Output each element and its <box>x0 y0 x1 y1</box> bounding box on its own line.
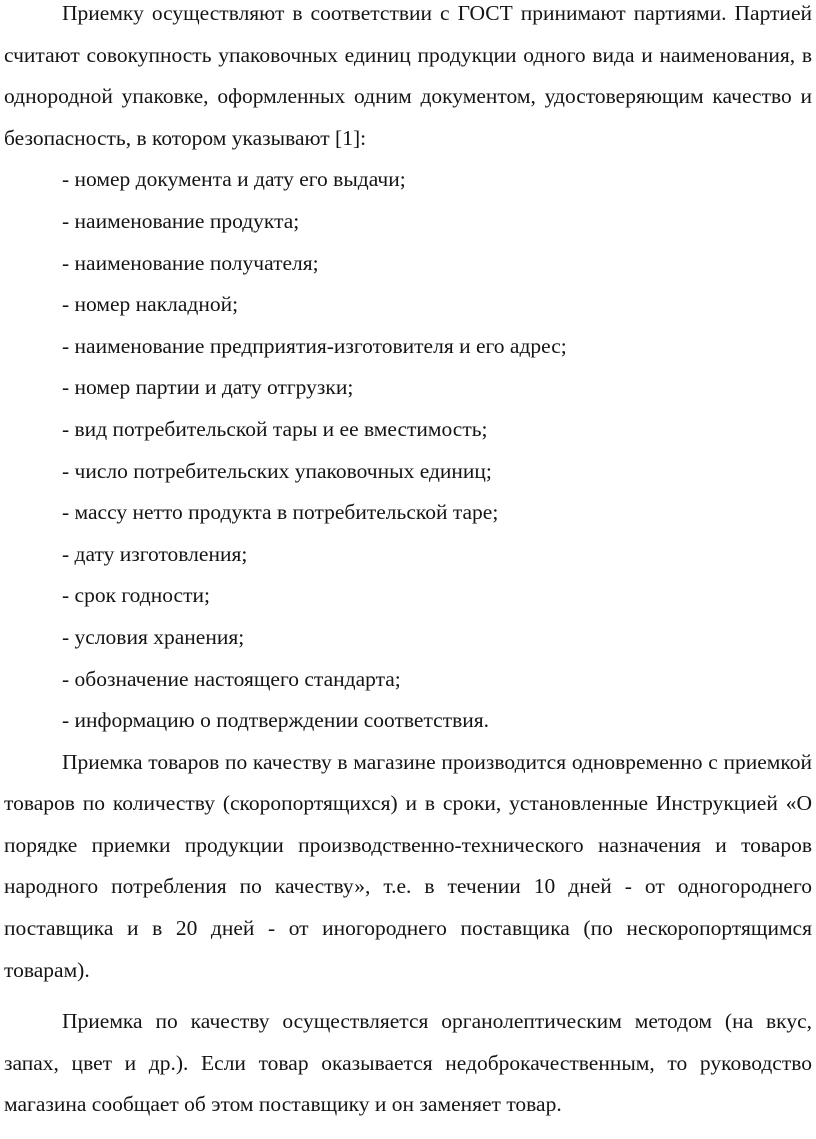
list-item: - наименование получателя; <box>62 250 319 275</box>
list-item: - вид потребительской тары и ее вместимость; <box>62 416 488 441</box>
list-item: - число потребительских упаковочных единиц; <box>62 458 492 483</box>
paragraph-quality-acceptance-timing: Приемка товаров по качеству в магазине производится одновременно с приемкой товаров по количеству (скоропортящихся) и в сроки, установленные Инструкцией «О порядке приемки продукции производственно-технического назначения и товаров народного потребления по качеству», т.е. в течении 10 дней - от одногороднего поставщика и в 20 дней - от иногороднего поставщика (по нескоропортящимся товарам). <box>4 749 812 982</box>
list-item: - срок годности; <box>62 583 210 608</box>
list-item: - информацию о подтверждении соответствия. <box>62 708 489 733</box>
document-requirements-list <box>4 159 812 741</box>
list-item: - обозначение настоящего стандарта; <box>62 666 401 691</box>
paragraph-acceptance-intro: Приемку осуществляют в соответствии с ГОСТ принимают партиями. Партией считают совокупность упаковочных единиц продукции одного вида и наименования, в однородной упаковке, оформленных одним документом, удостоверяющим качество и безопасность, в котором указывают [1]: <box>4 1 812 150</box>
paragraph-spacer <box>4 991 812 1001</box>
list-item: - номер документа и дату его выдачи; <box>62 167 406 192</box>
list-item: - наименование предприятия-изготовителя и его адрес; <box>62 333 567 358</box>
list-item: - условия хранения; <box>62 624 245 649</box>
list-item: - массу нетто продукта в потребительской таре; <box>62 500 499 525</box>
paragraph-organoleptic-method: Приемка по качеству осуществляется органолептическим методом (на вкус, запах, цвет и др.). Если товар оказывается недоброкачественным, то руководство магазина сообщает об этом поставщику и он заменяет товар. <box>4 1009 812 1117</box>
list-item: - номер накладной; <box>62 292 239 317</box>
list-item: - номер партии и дату отгрузки; <box>62 375 354 400</box>
list-item: - дату изготовления; <box>62 541 248 566</box>
list-item: - наименование продукта; <box>62 208 300 233</box>
